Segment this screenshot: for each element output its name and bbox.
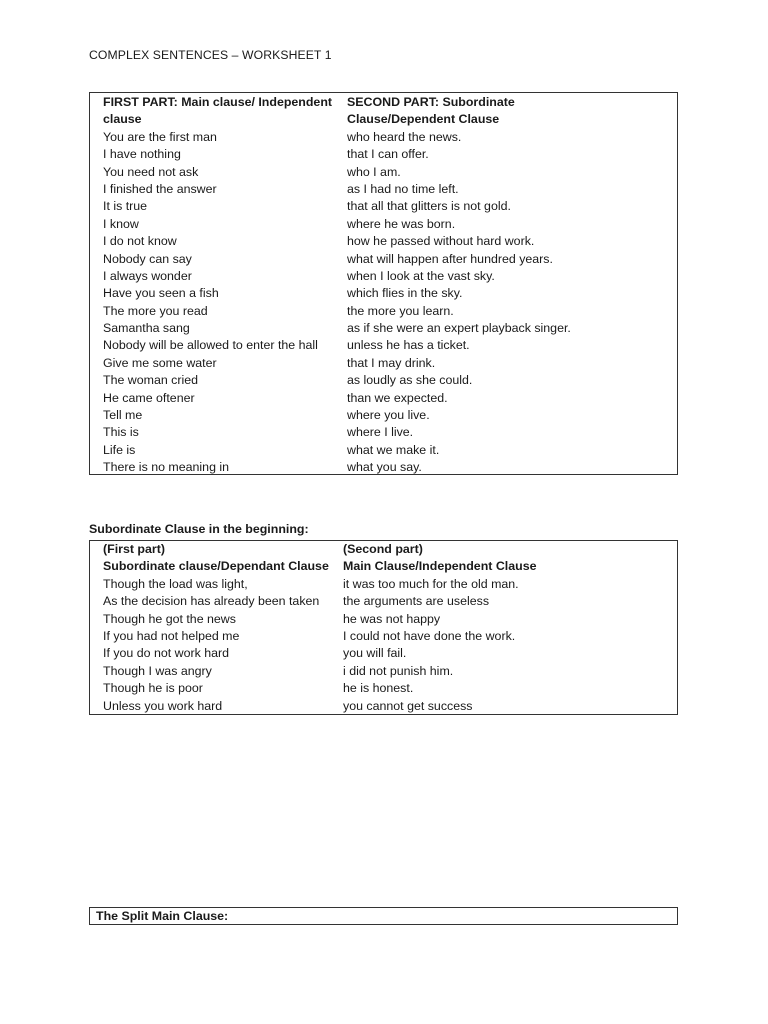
- second-part-cell: what will happen after hundred years.: [347, 251, 553, 266]
- second-part-cell: where you live.: [347, 408, 430, 423]
- first-part-cell: This is: [103, 425, 139, 440]
- second-part-cell: that I may drink.: [347, 355, 436, 370]
- header-first-part: Subordinate clause/Dependant Clause: [103, 559, 329, 574]
- second-part-cell: than we expected.: [347, 390, 448, 405]
- table-row: [90, 442, 677, 459]
- second-part-cell: you will fail.: [343, 646, 407, 661]
- second-part-cell: when I look at the vast sky.: [347, 268, 495, 283]
- second-part-cell: who I am.: [347, 164, 401, 179]
- second-part-cell: I could not have done the work.: [343, 628, 516, 643]
- second-part-cell: the more you learn.: [347, 303, 454, 318]
- table-row: [90, 645, 677, 662]
- table-row: [90, 628, 677, 645]
- main-clause-first-table: [89, 92, 678, 475]
- page-title: COMPLEX SENTENCES – WORKSHEET 1: [89, 48, 332, 62]
- table-row: [90, 181, 677, 198]
- first-part-cell: He came oftener: [103, 390, 195, 405]
- first-part-cell: If you had not helped me: [103, 628, 240, 643]
- first-part-cell: I always wonder: [103, 268, 192, 283]
- second-part-cell: who heard the news.: [347, 129, 462, 144]
- second-part-cell: how he passed without hard work.: [347, 234, 535, 249]
- first-part-cell: You need not ask: [103, 164, 199, 179]
- first-part-cell: It is true: [103, 199, 148, 214]
- table-row: [90, 407, 677, 424]
- section-heading-subordinate-first: Subordinate Clause in the beginning:: [89, 522, 309, 536]
- first-part-cell: As the decision has already been taken: [103, 594, 320, 609]
- second-part-cell: you cannot get success: [343, 698, 473, 713]
- table-row: [90, 251, 677, 268]
- table-row: [90, 593, 677, 610]
- table-row: [90, 337, 677, 354]
- first-part-cell: I have nothing: [103, 147, 181, 162]
- table-row: [90, 146, 677, 163]
- second-part-cell: he was not happy: [343, 611, 441, 626]
- first-part-cell: Tell me: [103, 408, 143, 423]
- table-row: [90, 198, 677, 215]
- table-row: [90, 164, 677, 181]
- first-part-cell: I do not know: [103, 234, 177, 249]
- table-row: [90, 663, 677, 680]
- header-second-part: SECOND PART: Subordinate: [347, 95, 515, 109]
- header-first-part: FIRST PART: Main clause/ Independent: [103, 95, 333, 109]
- first-part-cell: Unless you work hard: [103, 698, 223, 713]
- table-row: [90, 233, 677, 250]
- table-row: [90, 355, 677, 372]
- table-row: [90, 320, 677, 337]
- second-part-cell: as loudly as she could.: [347, 373, 473, 388]
- first-part-cell: There is no meaning in: [103, 460, 230, 475]
- second-part-cell: which flies in the sky.: [347, 286, 463, 301]
- table-row: [90, 611, 677, 628]
- table-row: [90, 285, 677, 302]
- table-row: [90, 303, 677, 320]
- first-part-cell: I know: [103, 216, 139, 231]
- second-part-cell: where I live.: [347, 425, 414, 440]
- table-row: [90, 698, 677, 715]
- second-part-cell: that I can offer.: [347, 147, 429, 162]
- first-part-cell: I finished the answer: [103, 181, 217, 196]
- first-part-cell: Though he is poor: [103, 681, 203, 696]
- table-header-row: [90, 111, 677, 128]
- table-row: [90, 129, 677, 146]
- header-second-part: Clause/Dependent Clause: [347, 112, 500, 127]
- table-row: [90, 216, 677, 233]
- first-part-cell: Samantha sang: [103, 321, 190, 336]
- header-second-part: (Second part): [343, 542, 423, 556]
- second-part-cell: as if she were an expert playback singer.: [347, 321, 571, 336]
- first-part-cell: If you do not work hard: [103, 646, 230, 661]
- first-part-cell: Though he got the news: [103, 611, 236, 626]
- table-header-row: [90, 94, 677, 111]
- second-part-cell: where he was born.: [347, 216, 456, 231]
- table-row: [90, 424, 677, 441]
- second-part-cell: i did not punish him.: [343, 663, 454, 678]
- header-second-part: Main Clause/Independent Clause: [343, 559, 537, 574]
- table-row: [90, 459, 677, 476]
- split-main-clause-box: [89, 907, 678, 925]
- second-part-cell: what you say.: [347, 460, 422, 475]
- header-first-part: (First part): [103, 542, 165, 556]
- table-row: [90, 372, 677, 389]
- subordinate-clause-first-table: [89, 540, 678, 715]
- section-heading-split-main-clause: The Split Main Clause:: [96, 909, 229, 923]
- table-header-row: [90, 541, 677, 558]
- first-part-cell: Though the load was light,: [103, 576, 248, 591]
- second-part-cell: he is honest.: [343, 681, 414, 696]
- table-row: [90, 268, 677, 285]
- first-part-cell: Though I was angry: [103, 663, 212, 678]
- second-part-cell: that all that glitters is not gold.: [347, 199, 511, 214]
- first-part-cell: Nobody can say: [103, 251, 192, 266]
- first-part-cell: Give me some water: [103, 355, 217, 370]
- first-part-cell: The woman cried: [103, 373, 199, 388]
- table-row: [90, 576, 677, 593]
- second-part-cell: as I had no time left.: [347, 181, 459, 196]
- second-part-cell: unless he has a ticket.: [347, 338, 470, 353]
- first-part-cell: You are the first man: [103, 129, 217, 144]
- table-row: [90, 390, 677, 407]
- first-part-cell: Have you seen a fish: [103, 286, 219, 301]
- table-header-row: [90, 558, 677, 575]
- second-part-cell: the arguments are useless: [343, 594, 490, 609]
- header-first-part: clause: [103, 112, 142, 127]
- second-part-cell: it was too much for the old man.: [343, 576, 519, 591]
- first-part-cell: Nobody will be allowed to enter the hall: [103, 338, 318, 353]
- first-part-cell: The more you read: [103, 303, 208, 318]
- second-part-cell: what we make it.: [347, 442, 440, 457]
- first-part-cell: Life is: [103, 442, 136, 457]
- table-row: [90, 680, 677, 697]
